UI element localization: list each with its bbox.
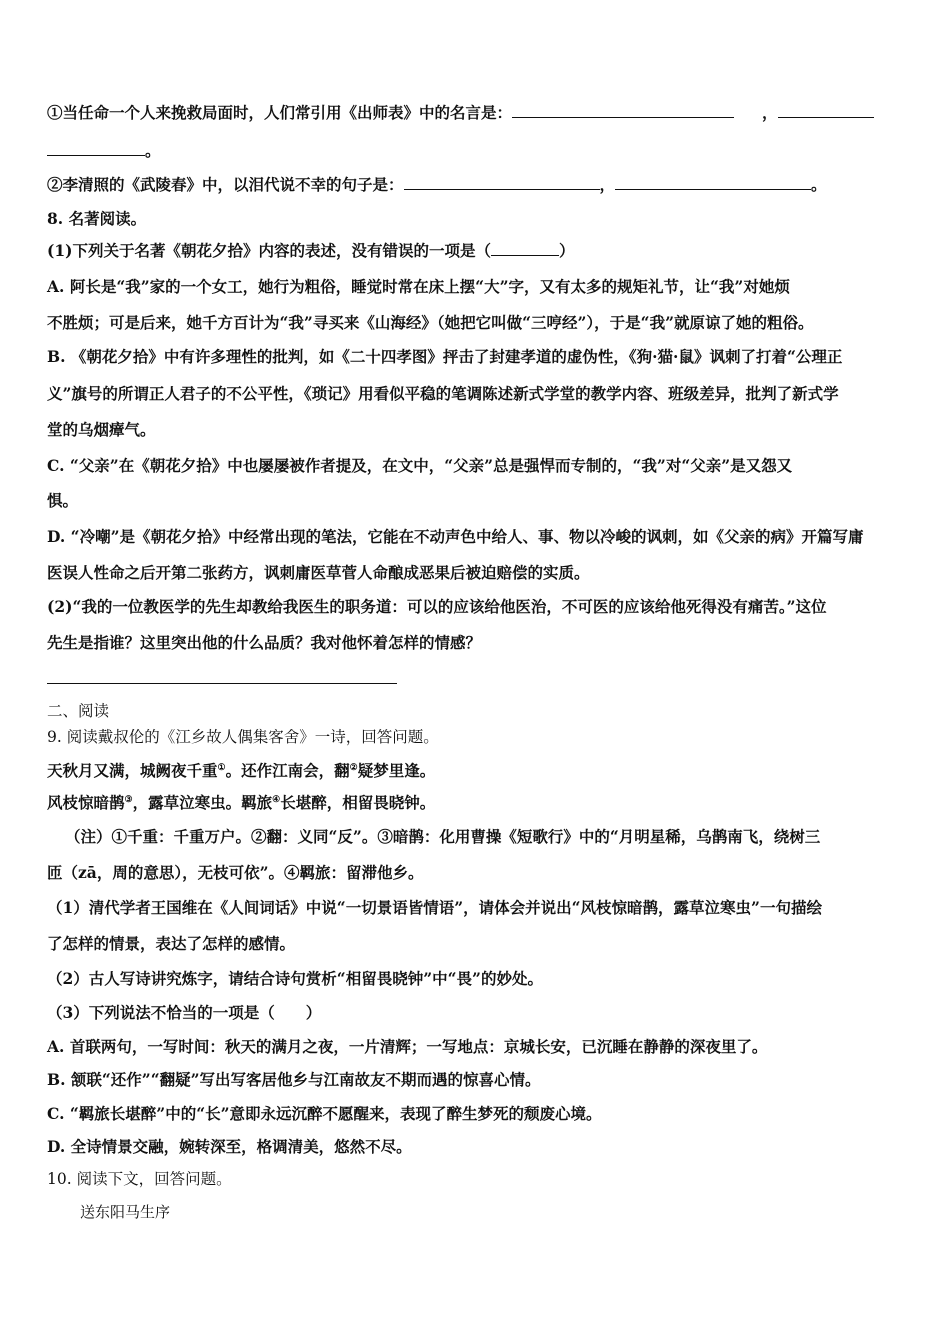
q7-item1-comma: ， <box>762 103 778 122</box>
answer-line[interactable] <box>47 683 397 684</box>
q8-option-d-line1: D. “冷嘲”是《朝花夕拾》中经常出现的笔法，它能在不动声色中给人、事、物以冷峻的讽刺，如《父亲的病》开篇写庸 <box>47 527 864 546</box>
q10-passage-title: 送东阳马生序 <box>80 1203 171 1221</box>
poem-text: 天秋月又满，城阙夜千重 <box>47 761 218 780</box>
q8-title: 8. 名著阅读。 <box>47 209 147 228</box>
q8-part1-stem <box>47 240 913 262</box>
q8-option-b-line1: B. 《朝花夕拾》中有许多理性的批判，如《二十四孝图》抨击了封建孝道的虚伪性，《狗·猫·鼠》讽刺了打着“公理正 <box>47 347 843 366</box>
q9-sub2: （2）古人写诗讲究炼字，请结合诗句赏析“相留畏晓钟”中“畏”的妙处。 <box>47 969 543 988</box>
q8-option-b-line3: 堂的乌烟瘴气。 <box>47 420 156 439</box>
poem-text: 长堪醉，相留畏晓钟。 <box>280 793 436 812</box>
answer-blank[interactable] <box>512 102 734 118</box>
q10-intro: 10. 阅读下文，回答问题。 <box>47 1170 232 1188</box>
q8-option-a-line1: A. 阿长是“我”家的一个女工，她行为粗俗，睡觉时常在床上摆“大”字，又有太多的规矩礼节，让“我”对她烦 <box>47 277 790 296</box>
footnote-mark: ③ <box>124 794 133 805</box>
q9-sub1-line2: 了怎样的情景，表达了怎样的感情。 <box>47 934 296 953</box>
q9-sub1-line1: （1）清代学者王国维在《人间词话》中说“一切景语皆情语”，请体会并说出“风枝惊暗鹊，露草泣寒虫”一句描绘 <box>47 898 822 917</box>
answer-blank[interactable] <box>491 240 559 256</box>
poem-text: ，露草泣寒虫。羁旅 <box>132 793 273 812</box>
q8-option-c-line1: C. “父亲”在《朝花夕拾》中也屡屡被作者提及，在文中，“父亲”总是强悍而专制的，“我”对“父亲”是又怨又 <box>47 456 793 475</box>
q8-part2-line1: (2)“我的一位教医学的先生却教给我医生的职务道：可以的应该给他医治，不可医的应该给他死得没有痛苦。”这位 <box>47 597 827 616</box>
q7-item1-end: 。 <box>145 141 161 160</box>
answer-blank[interactable] <box>47 140 145 156</box>
q7-item2-comma: ， <box>599 175 616 194</box>
section-title: 二、阅读 <box>47 702 110 720</box>
q7-item2-end: 。 <box>811 175 827 194</box>
poem-line1 <box>47 760 913 782</box>
poem-notes-line2: 匝（zā，周的意思），无枝可依”。④羁旅：留滞他乡。 <box>47 863 424 882</box>
q9-intro: 9. 阅读戴叔伦的《江乡故人偶集客舍》一诗，回答问题。 <box>47 728 439 746</box>
poem-text: 风枝惊暗鹊 <box>47 793 125 812</box>
q8-stem-text: (1)下列关于名著《朝花夕拾》内容的表述，没有错误的一项是（ <box>47 241 491 260</box>
q7-item1 <box>47 102 913 124</box>
q8-stem-close: ） <box>558 241 575 260</box>
poem-text: 疑梦里逢。 <box>357 761 436 780</box>
q7-item1-text: ①当任命一个人来挽救局面时，人们常引用《出师表》中的名言是： <box>47 103 513 122</box>
footnote-mark: ④ <box>272 794 281 805</box>
q9-option-d: D. 全诗情景交融，婉转深至，格调清美，悠然不尽。 <box>47 1137 412 1156</box>
footnote-mark: ① <box>217 762 226 773</box>
poem-line2 <box>47 792 913 814</box>
q8-part2-line2: 先生是指谁？这里突出他的什么品质？我对他怀着怎样的情感？ <box>47 633 482 652</box>
answer-blank[interactable] <box>778 102 874 118</box>
answer-blank[interactable] <box>615 174 811 190</box>
q7-item1-cont <box>47 140 913 162</box>
q8-option-a-line2: 不胜烦；可是后来，她千方百计为“我”寻买来《山海经》（她把它叫做“三哼经”），于是“我”就原谅了她的粗俗。 <box>47 313 814 332</box>
poem-text: 。还作江南会，翻 <box>225 761 350 780</box>
poem-notes-line1: （注）①千重：千重万户。②翻：义同“反”。③暗鹊：化用曹操《短歌行》中的“月明星稀，乌鹊南飞，绕树三 <box>65 827 821 846</box>
q7-item2-text: ②李清照的《武陵春》中，以泪代说不幸的句子是： <box>47 175 404 194</box>
q8-option-c-line2: 惧。 <box>47 491 79 510</box>
q9-sub3: （3）下列说法不恰当的一项是（ ） <box>47 1003 322 1022</box>
answer-blank[interactable] <box>404 174 600 190</box>
q8-option-d-line2: 医误人性命之后开第二张药方，讽刺庸医草菅人命酿成恶果后被迫赔偿的实质。 <box>47 563 590 582</box>
q7-item2 <box>47 174 913 196</box>
q8-option-b-line2: 义”旗号的所谓正人君子的不公平性，《琐记》用看似平稳的笔调陈述新式学堂的教学内容、班级差异，批判了新式学 <box>47 384 839 403</box>
q9-option-c: C. “羁旅长堪醉”中的“长”意即永远沉醉不愿醒来，表现了醉生梦死的颓废心境。 <box>47 1104 602 1123</box>
q9-option-a: A. 首联两句，一写时间：秋天的满月之夜，一片清辉；一写地点：京城长安，已沉睡在静静的深夜里了。 <box>47 1037 768 1056</box>
q9-option-b: B. 颔联“还作”“翻疑”写出写客居他乡与江南故友不期而遇的惊喜心情。 <box>47 1070 541 1089</box>
footnote-mark: ② <box>349 762 358 773</box>
